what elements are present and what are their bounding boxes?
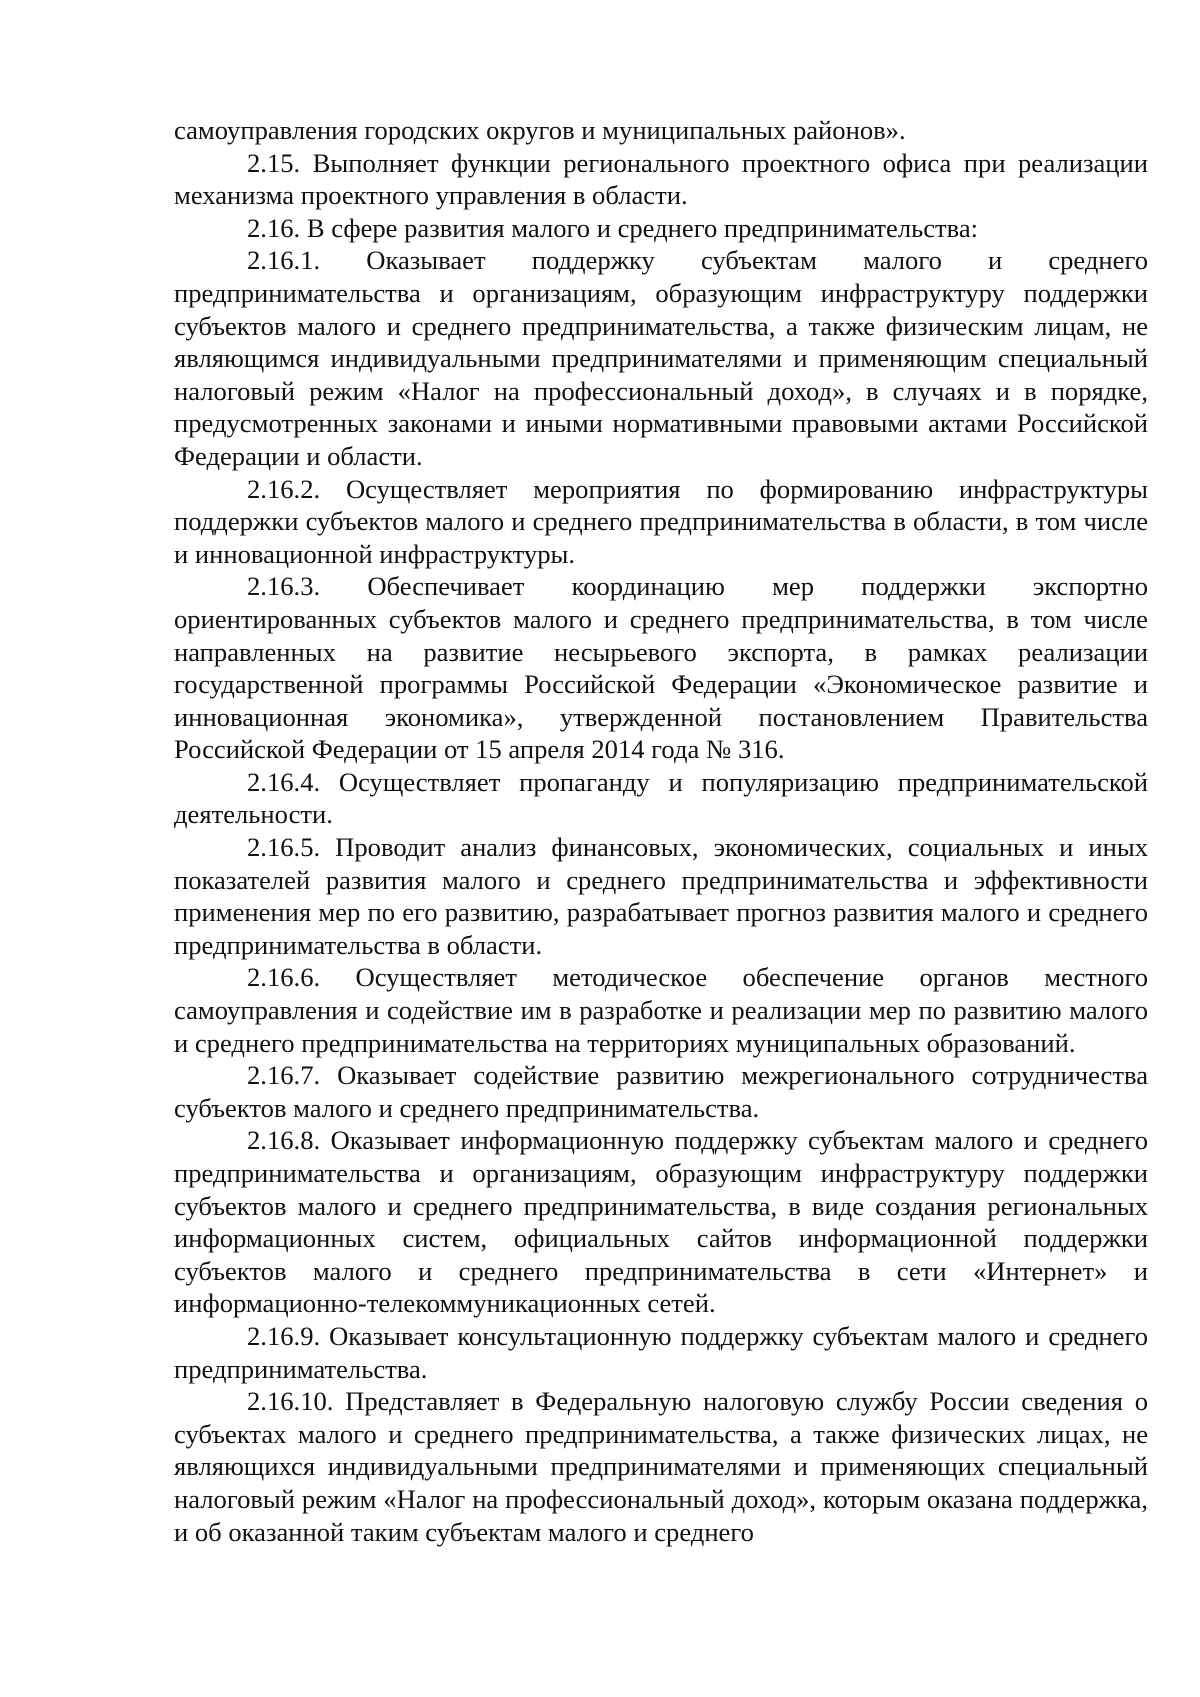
paragraph-2-16-1: 2.16.1. Оказывает поддержку субъектам малого и среднего предпринимательства и организациям, образующим инфраструктуру поддержки субъектов малого и среднего предпринимательства, а также физическим лицам, не являющимся индивидуальными предпринимателями и применяющим специальный налоговый режим «Налог на профессиональный доход», в случаях и в порядке, предусмотренных законами и иными нормативными правовыми актами Российской Федерации и области. (174, 245, 1148, 471)
paragraph-2-16-7: 2.16.7. Оказывает содействие развитию межрегионального сотрудничества субъектов малого и среднего предпринимательства. (174, 1060, 1148, 1123)
paragraph-2-16-5: 2.16.5. Проводит анализ финансовых, экономических, социальных и иных показателей развития малого и среднего предпринимательства и эффективности применения мер по его развитию, разрабатывает прогноз развития малого и среднего предпринимательства в области. (174, 832, 1148, 960)
paragraph-2-16-9: 2.16.9. Оказывает консультационную поддержку субъектам малого и среднего предпринимательства. (174, 1320, 1148, 1384)
paragraph-2-16-2: 2.16.2. Осуществляет мероприятия по формированию инфраструктуры поддержки субъектов малого и среднего предпринимательства в области, в том числе и инновационной инфраструктуры. (174, 473, 1148, 569)
paragraph-2-16-3: 2.16.3. Обеспечивает координацию мер поддержки экспортно ориентированных субъектов малого и среднего предпринимательства, в том числе направленных на развитие несырьевого экспорта, в рамках реализации государственной программы Российской Федерации «Экономическое развитие и инновационная экономика», утвержденной постановлением Правительства Российской Федерации от 15 апреля 2014 года № 316. (174, 571, 1148, 765)
document-page (174, 114, 1148, 1548)
paragraph-2-16-4: 2.16.4. Осуществляет пропаганду и популяризацию предпринимательской деятельности. (174, 766, 1148, 830)
paragraph-2-16-6: 2.16.6. Осуществляет методическое обеспечение органов местного самоуправления и содействие им в разработке и реализации мер по развитию малого и среднего предпринимательства на территориях муниципальных образований. (174, 962, 1148, 1058)
paragraph-2-15: 2.15. Выполняет функции регионального проектного офиса при реализации механизма проектного управления в области. (174, 147, 1148, 211)
paragraph-2-16: 2.16. В сфере развития малого и среднего предпринимательства: (247, 212, 979, 243)
paragraph-2-16-10: 2.16.10. Представляет в Федеральную налоговую службу России сведения о субъектах малого и среднего предпринимательства, а также физических лицах, не являющихся индивидуальными предпринимателями и применяющих специальный налоговый режим «Налог на профессиональный доход», которым оказана поддержка, и об оказанной таким субъектам малого и среднего (174, 1386, 1148, 1547)
paragraph-continuation: самоуправления городских округов и муниципальных районов». (174, 115, 906, 145)
paragraph-2-16-8: 2.16.8. Оказывает информационную поддержку субъектам малого и среднего предпринимательства и организациям, образующим инфраструктуру поддержки субъектов малого и среднего предпринимательства, в виде создания региональных информационных систем, официальных сайтов информационной поддержки субъектов малого и среднего предпринимательства в сети «Интернет» и информационно-телекоммуникационных сетей. (174, 1125, 1148, 1319)
